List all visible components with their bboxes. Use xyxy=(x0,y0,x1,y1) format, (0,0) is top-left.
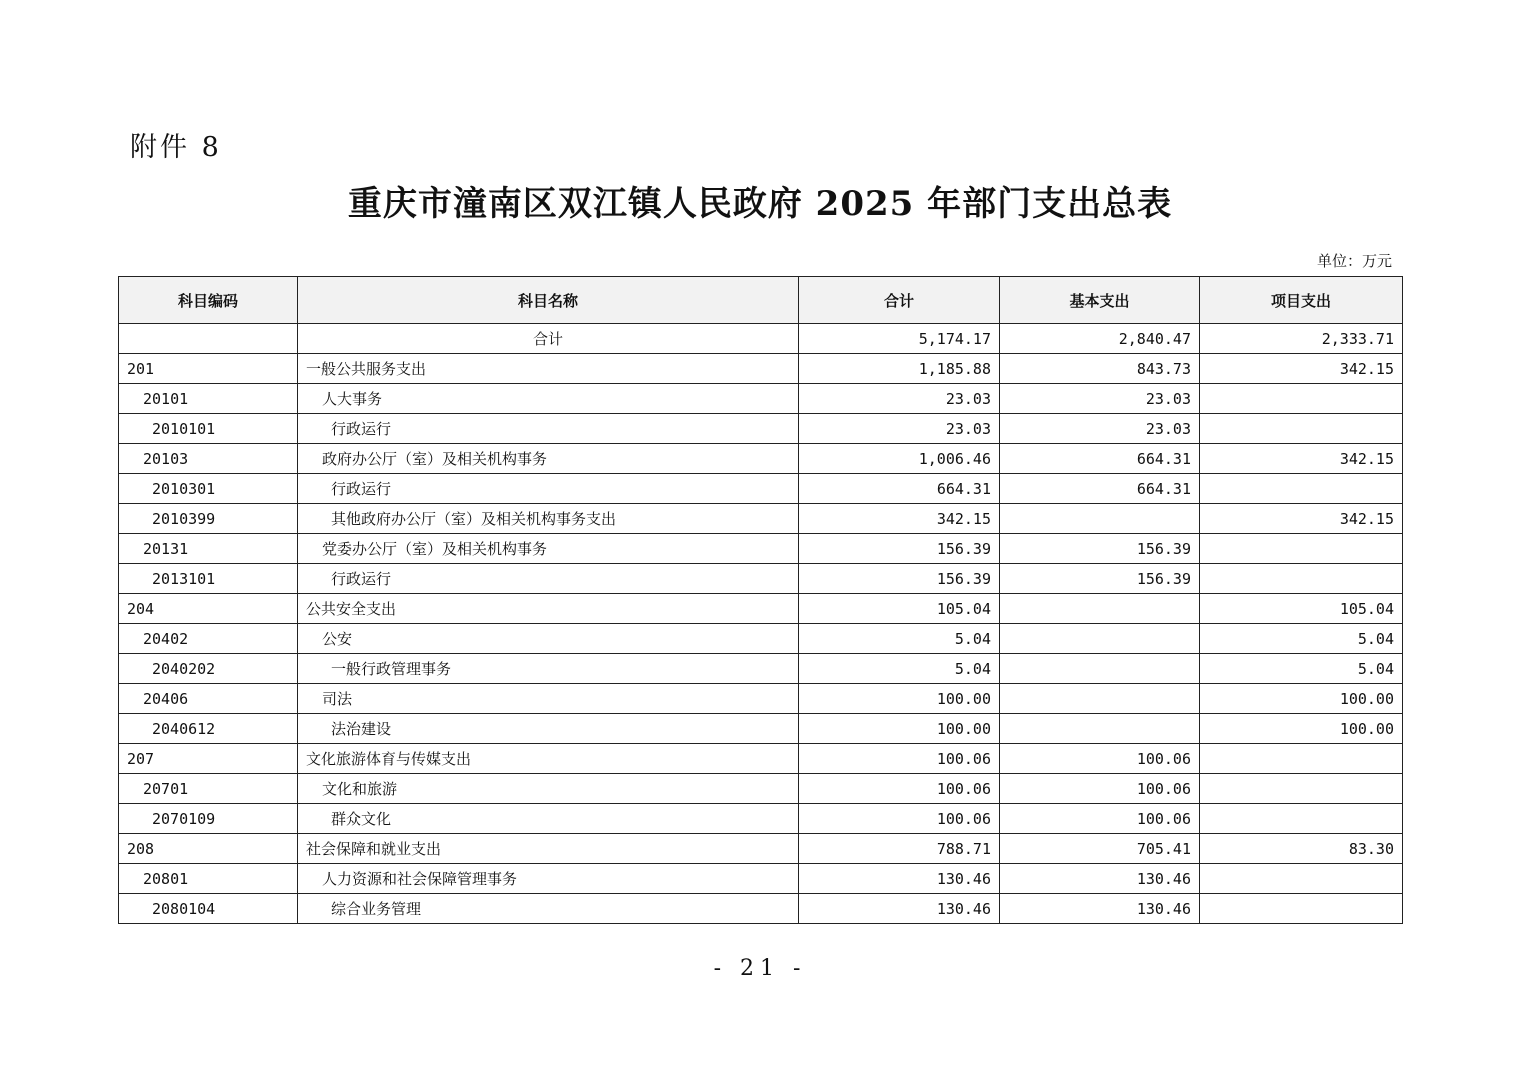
cell-basic: 2,840.47 xyxy=(1000,324,1200,354)
cell-project xyxy=(1200,414,1403,444)
cell-total: 342.15 xyxy=(799,504,1000,534)
cell-name: 人大事务 xyxy=(298,384,799,414)
header-basic: 基本支出 xyxy=(1000,277,1200,324)
table-row xyxy=(119,504,1403,534)
cell-basic xyxy=(1000,684,1200,714)
table-row xyxy=(119,714,1403,744)
table-row xyxy=(119,744,1403,774)
cell-total: 156.39 xyxy=(799,534,1000,564)
cell-project: 5.04 xyxy=(1200,624,1403,654)
cell-project: 2,333.71 xyxy=(1200,324,1403,354)
table-header-row xyxy=(119,277,1403,324)
header-code: 科目编码 xyxy=(119,277,298,324)
page-number: - 21 - xyxy=(713,956,807,981)
cell-project xyxy=(1200,564,1403,594)
cell-code: 20131 xyxy=(119,534,298,564)
table-row xyxy=(119,894,1403,924)
cell-code: 201 xyxy=(119,354,298,384)
cell-name: 文化旅游体育与传媒支出 xyxy=(298,744,799,774)
cell-total: 5,174.17 xyxy=(799,324,1000,354)
header-project: 项目支出 xyxy=(1200,277,1403,324)
cell-total: 5.04 xyxy=(799,654,1000,684)
cell-name: 群众文化 xyxy=(298,804,799,834)
cell-project: 100.00 xyxy=(1200,684,1403,714)
cell-basic xyxy=(1000,624,1200,654)
cell-name: 综合业务管理 xyxy=(298,894,799,924)
cell-code: 20801 xyxy=(119,864,298,894)
cell-total: 23.03 xyxy=(799,414,1000,444)
table-row xyxy=(119,534,1403,564)
cell-total: 1,006.46 xyxy=(799,444,1000,474)
cell-basic xyxy=(1000,714,1200,744)
cell-code: 20103 xyxy=(119,444,298,474)
cell-total: 5.04 xyxy=(799,624,1000,654)
cell-total: 788.71 xyxy=(799,834,1000,864)
cell-basic xyxy=(1000,594,1200,624)
cell-code: 2010101 xyxy=(119,414,298,444)
cell-project xyxy=(1200,774,1403,804)
header-total: 合计 xyxy=(799,277,1000,324)
cell-total: 130.46 xyxy=(799,864,1000,894)
cell-project xyxy=(1200,804,1403,834)
cell-basic: 100.06 xyxy=(1000,744,1200,774)
table-body xyxy=(119,324,1403,924)
cell-basic: 23.03 xyxy=(1000,414,1200,444)
attachment-label: 附件 8 xyxy=(130,132,222,163)
cell-code: 2080104 xyxy=(119,894,298,924)
cell-basic: 130.46 xyxy=(1000,894,1200,924)
cell-name: 行政运行 xyxy=(298,474,799,504)
cell-basic: 130.46 xyxy=(1000,864,1200,894)
cell-project: 105.04 xyxy=(1200,594,1403,624)
cell-basic: 664.31 xyxy=(1000,474,1200,504)
cell-project: 5.04 xyxy=(1200,654,1403,684)
cell-project: 100.00 xyxy=(1200,714,1403,744)
cell-name: 司法 xyxy=(298,684,799,714)
cell-code: 2040202 xyxy=(119,654,298,684)
cell-basic: 100.06 xyxy=(1000,774,1200,804)
cell-code: 2010301 xyxy=(119,474,298,504)
cell-project xyxy=(1200,864,1403,894)
cell-code: 20402 xyxy=(119,624,298,654)
cell-code: 2010399 xyxy=(119,504,298,534)
cell-code: 2040612 xyxy=(119,714,298,744)
cell-code: 208 xyxy=(119,834,298,864)
cell-total: 664.31 xyxy=(799,474,1000,504)
table-row xyxy=(119,804,1403,834)
table-row xyxy=(119,414,1403,444)
cell-name: 一般公共服务支出 xyxy=(298,354,799,384)
cell-name: 党委办公厅（室）及相关机构事务 xyxy=(298,534,799,564)
header-name: 科目名称 xyxy=(298,277,799,324)
cell-project: 83.30 xyxy=(1200,834,1403,864)
cell-total: 156.39 xyxy=(799,564,1000,594)
cell-basic: 664.31 xyxy=(1000,444,1200,474)
cell-project: 342.15 xyxy=(1200,444,1403,474)
document-title: 重庆市潼南区双江镇人民政府 2025 年部门支出总表 xyxy=(347,184,1173,224)
cell-basic: 843.73 xyxy=(1000,354,1200,384)
cell-basic: 156.39 xyxy=(1000,534,1200,564)
cell-name: 行政运行 xyxy=(298,414,799,444)
table-row xyxy=(119,444,1403,474)
cell-code: 207 xyxy=(119,744,298,774)
cell-project: 342.15 xyxy=(1200,354,1403,384)
cell-total: 105.04 xyxy=(799,594,1000,624)
cell-total: 100.06 xyxy=(799,804,1000,834)
cell-total: 23.03 xyxy=(799,384,1000,414)
cell-project xyxy=(1200,384,1403,414)
table-row xyxy=(119,684,1403,714)
table-row xyxy=(119,624,1403,654)
table-row xyxy=(119,384,1403,414)
table-row xyxy=(119,594,1403,624)
cell-name: 公共安全支出 xyxy=(298,594,799,624)
cell-project xyxy=(1200,474,1403,504)
cell-project xyxy=(1200,534,1403,564)
table-row xyxy=(119,474,1403,504)
table-row xyxy=(119,654,1403,684)
table-row xyxy=(119,354,1403,384)
cell-total: 100.06 xyxy=(799,774,1000,804)
cell-project xyxy=(1200,894,1403,924)
cell-total: 100.00 xyxy=(799,714,1000,744)
cell-name: 合计 xyxy=(298,324,799,354)
cell-total: 1,185.88 xyxy=(799,354,1000,384)
cell-total: 100.06 xyxy=(799,744,1000,774)
expenditure-table xyxy=(118,276,1403,924)
cell-total: 130.46 xyxy=(799,894,1000,924)
cell-basic: 705.41 xyxy=(1000,834,1200,864)
table-row xyxy=(119,324,1403,354)
cell-code: 20101 xyxy=(119,384,298,414)
cell-name: 一般行政管理事务 xyxy=(298,654,799,684)
cell-name: 行政运行 xyxy=(298,564,799,594)
cell-name: 社会保障和就业支出 xyxy=(298,834,799,864)
table-row xyxy=(119,774,1403,804)
cell-project xyxy=(1200,744,1403,774)
cell-basic: 156.39 xyxy=(1000,564,1200,594)
cell-name: 公安 xyxy=(298,624,799,654)
cell-code: 204 xyxy=(119,594,298,624)
cell-name: 政府办公厅（室）及相关机构事务 xyxy=(298,444,799,474)
table-row xyxy=(119,834,1403,864)
cell-name: 法治建设 xyxy=(298,714,799,744)
table-row xyxy=(119,564,1403,594)
cell-code: 20701 xyxy=(119,774,298,804)
cell-basic: 100.06 xyxy=(1000,804,1200,834)
cell-name: 人力资源和社会保障管理事务 xyxy=(298,864,799,894)
cell-total: 100.00 xyxy=(799,684,1000,714)
unit-label: 单位：万元 xyxy=(1316,252,1392,270)
cell-name: 其他政府办公厅（室）及相关机构事务支出 xyxy=(298,504,799,534)
table-row xyxy=(119,864,1403,894)
cell-basic xyxy=(1000,504,1200,534)
cell-code: 2013101 xyxy=(119,564,298,594)
cell-name: 文化和旅游 xyxy=(298,774,799,804)
cell-code: 2070109 xyxy=(119,804,298,834)
cell-code xyxy=(119,324,298,354)
cell-basic: 23.03 xyxy=(1000,384,1200,414)
cell-basic xyxy=(1000,654,1200,684)
cell-project: 342.15 xyxy=(1200,504,1403,534)
cell-code: 20406 xyxy=(119,684,298,714)
